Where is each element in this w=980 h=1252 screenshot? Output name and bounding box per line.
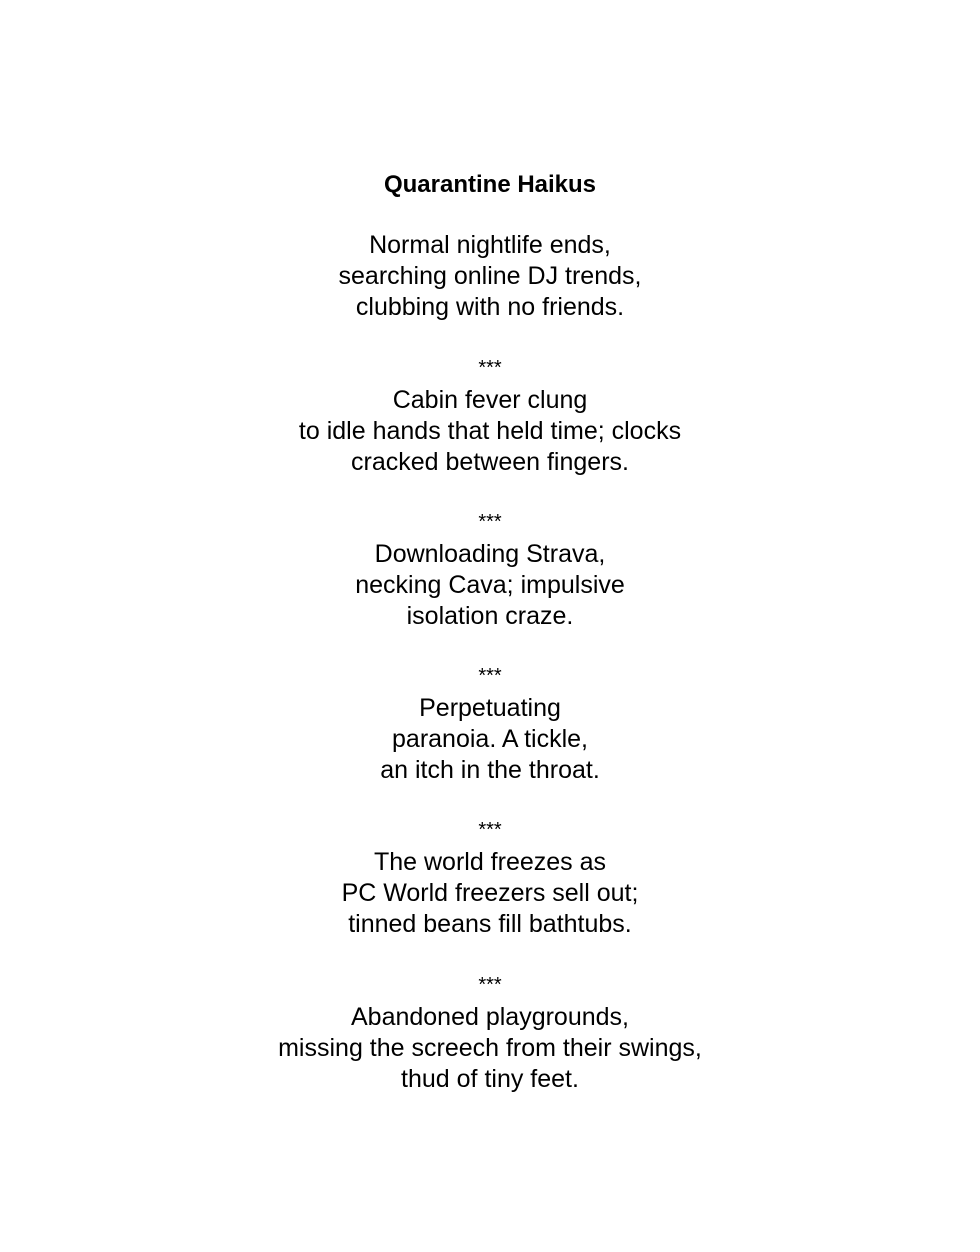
poem-title: Quarantine Haikus <box>383 171 597 198</box>
haiku-line: paranoia. A tickle, <box>392 725 588 753</box>
haiku-line: thud of tiny feet. <box>401 1065 579 1093</box>
haiku-line: to idle hands that held time; clocks <box>298 417 682 445</box>
haiku-line: PC World freezers sell out; <box>341 879 639 907</box>
haiku-line: cracked between fingers. <box>351 448 629 476</box>
haiku-stanza-5 <box>0 847 980 940</box>
haiku-line: Cabin fever clung <box>392 386 588 414</box>
haiku-line: The world freezes as <box>373 848 607 876</box>
haiku-line: Perpetuating <box>419 694 561 722</box>
stanza-separator: *** <box>478 974 502 996</box>
haiku-stanza-3 <box>0 539 980 632</box>
haiku-line: searching online DJ trends, <box>338 262 642 290</box>
haiku-line: Downloading Strava, <box>374 540 606 568</box>
stanza-separator: *** <box>478 665 502 687</box>
haiku-line: necking Cava; impulsive <box>355 571 625 599</box>
haiku-line: Abandoned playgrounds, <box>350 1003 629 1031</box>
haiku-line: an itch in the throat. <box>380 756 600 784</box>
haiku-stanza-2 <box>0 385 980 478</box>
haiku-stanza-6 <box>0 1002 980 1095</box>
stanza-separator: *** <box>478 819 502 841</box>
stanza-separator: *** <box>478 511 502 533</box>
haiku-stanza-4 <box>0 693 980 786</box>
haiku-stanza-1 <box>0 230 980 323</box>
haiku-line: isolation craze. <box>406 602 574 630</box>
haiku-line: missing the screech from their swings, <box>278 1034 702 1062</box>
stanza-separator: *** <box>478 357 502 379</box>
haiku-line: tinned beans fill bathtubs. <box>348 910 632 938</box>
haiku-line: Normal nightlife ends, <box>369 231 611 259</box>
haiku-line: clubbing with no friends. <box>355 293 625 321</box>
